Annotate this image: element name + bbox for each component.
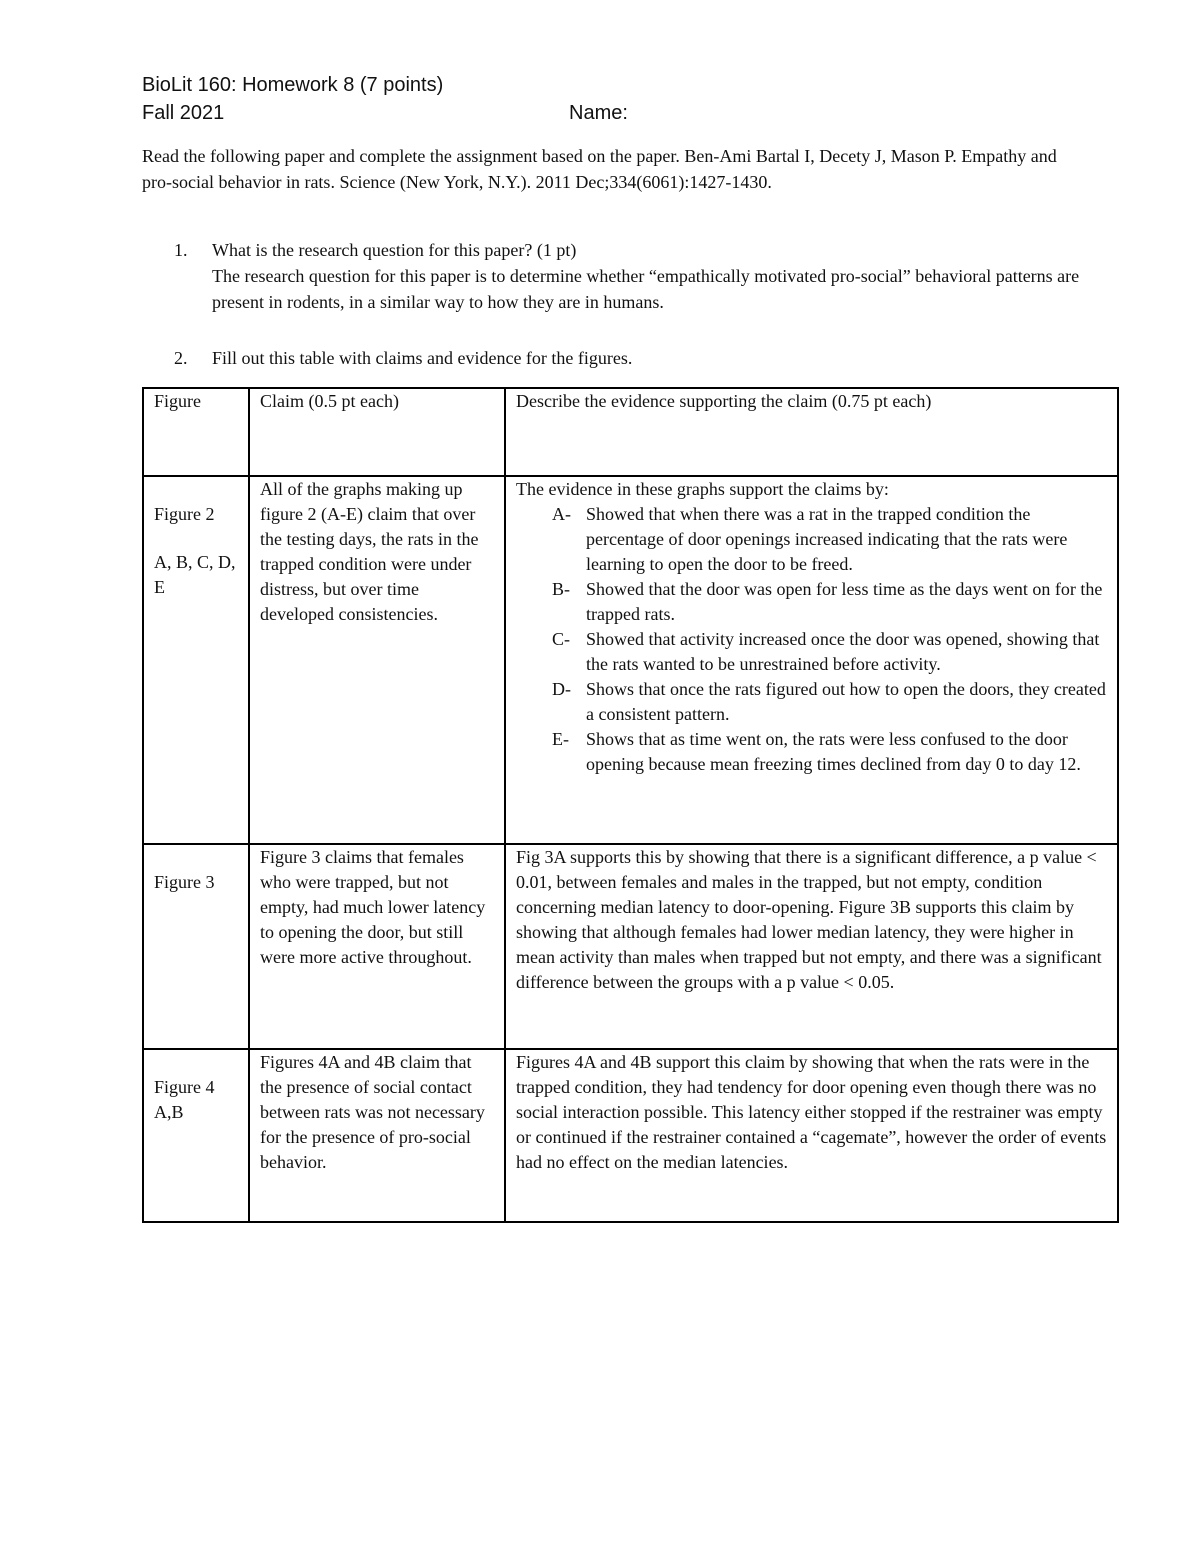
evidence-cell	[505, 476, 1118, 844]
figure-panels: A, B, C, D, E	[154, 552, 236, 597]
list-marker: E-	[552, 729, 569, 749]
list-item-text: Shows that once the rats figured out how to open the doors, they created a consistent pattern.	[586, 679, 1106, 724]
claim-cell: Figure 3 claims that females who were trapped, but not empty, had much lower latency to opening the door, but still were more active throughout.	[249, 844, 505, 1049]
question-prompt: What is the research question for this paper? (1 pt)	[212, 240, 577, 260]
list-marker: A-	[552, 504, 571, 524]
question-answer: The research question for this paper is to determine whether “empathically motivated pro-social” behavioral patterns are present in rodents, in a similar way to how they are in humans.	[212, 266, 1080, 312]
claim-cell: All of the graphs making up figure 2 (A-E) claim that over the testing days, the rats in the trapped condition were under distress, but over time developed consistencies.	[249, 476, 505, 844]
evidence-cell: Figures 4A and 4B support this claim by showing that when the rats were in the trapped condition, they had tendency for door opening even though there was no social interaction possible. This latency either stopped if the restrainer was empty or continued if the restrainer contained a “cagemate”, however the order of events had no effect on the median latencies.	[505, 1049, 1118, 1222]
list-item	[516, 627, 1107, 677]
list-item	[516, 502, 1107, 577]
evidence-intro: The evidence in these graphs support the claims by:	[516, 479, 889, 499]
name-label: Name:	[569, 102, 628, 124]
table-row	[143, 844, 1118, 1049]
list-marker: D-	[552, 679, 571, 699]
list-marker: C-	[552, 629, 570, 649]
figure-cell	[143, 1049, 249, 1222]
evidence-cell: Fig 3A supports this by showing that there is a significant difference, a p value < 0.01, between females and males in the trapped, but not empty, condition concerning median latency to door-opening. Figure 3B supports this claim by showing that although females had lower median latency, they were higher in mean activity than males when trapped but not empty, and there was a significant difference between the groups with a p value < 0.05.	[505, 844, 1118, 1049]
figure-cell	[143, 844, 249, 1049]
list-item-text: Showed that when there was a rat in the trapped condition the percentage of door openings increased indicating that the rats were learning to open the door to be freed.	[586, 504, 1068, 574]
header-claim: Claim (0.5 pt each)	[249, 388, 505, 476]
header-evidence: Describe the evidence supporting the claim (0.75 pt each)	[505, 388, 1118, 476]
table-row	[143, 1049, 1118, 1222]
figure-label: Figure 3	[154, 872, 215, 892]
list-item-text: Showed that activity increased once the door was opened, showing that the rats wanted to be unrestrained before activity.	[586, 629, 1100, 674]
table-header-row	[143, 388, 1118, 476]
list-item	[516, 577, 1107, 627]
claims-evidence-table	[142, 387, 1119, 1223]
evidence-list	[516, 502, 1107, 777]
list-item-text: Showed that the door was open for less time as the days went on for the trapped rats.	[586, 579, 1103, 624]
question-number: 2.	[174, 348, 188, 368]
figure-cell	[143, 476, 249, 844]
figure-label: Figure 4 A,B	[154, 1077, 215, 1122]
question-number: 1.	[174, 240, 188, 260]
list-item	[516, 677, 1107, 727]
assignment-title: BioLit 160: Homework 8 (7 points)	[142, 74, 444, 96]
term-label: Fall 2021	[142, 102, 225, 124]
list-item	[516, 727, 1107, 777]
header-figure: Figure	[143, 388, 249, 476]
claim-cell: Figures 4A and 4B claim that the presence of social contact between rats was not necessary for the presence of pro-social behavior.	[249, 1049, 505, 1222]
table-row	[143, 476, 1118, 844]
question-prompt: Fill out this table with claims and evidence for the figures.	[212, 348, 633, 368]
list-item-text: Shows that as time went on, the rats were less confused to the door opening because mean freezing times declined from day 0 to day 12.	[586, 729, 1081, 774]
intro-paragraph: Read the following paper and complete the assignment based on the paper. Ben-Ami Bartal I, Decety J, Mason P. Empathy and pro-social behavior in rats. Science (New York, N.Y.). 2011 Dec;334(6061):1427-1430.	[142, 146, 1057, 192]
list-marker: B-	[552, 579, 570, 599]
figure-label: Figure 2	[154, 504, 215, 524]
